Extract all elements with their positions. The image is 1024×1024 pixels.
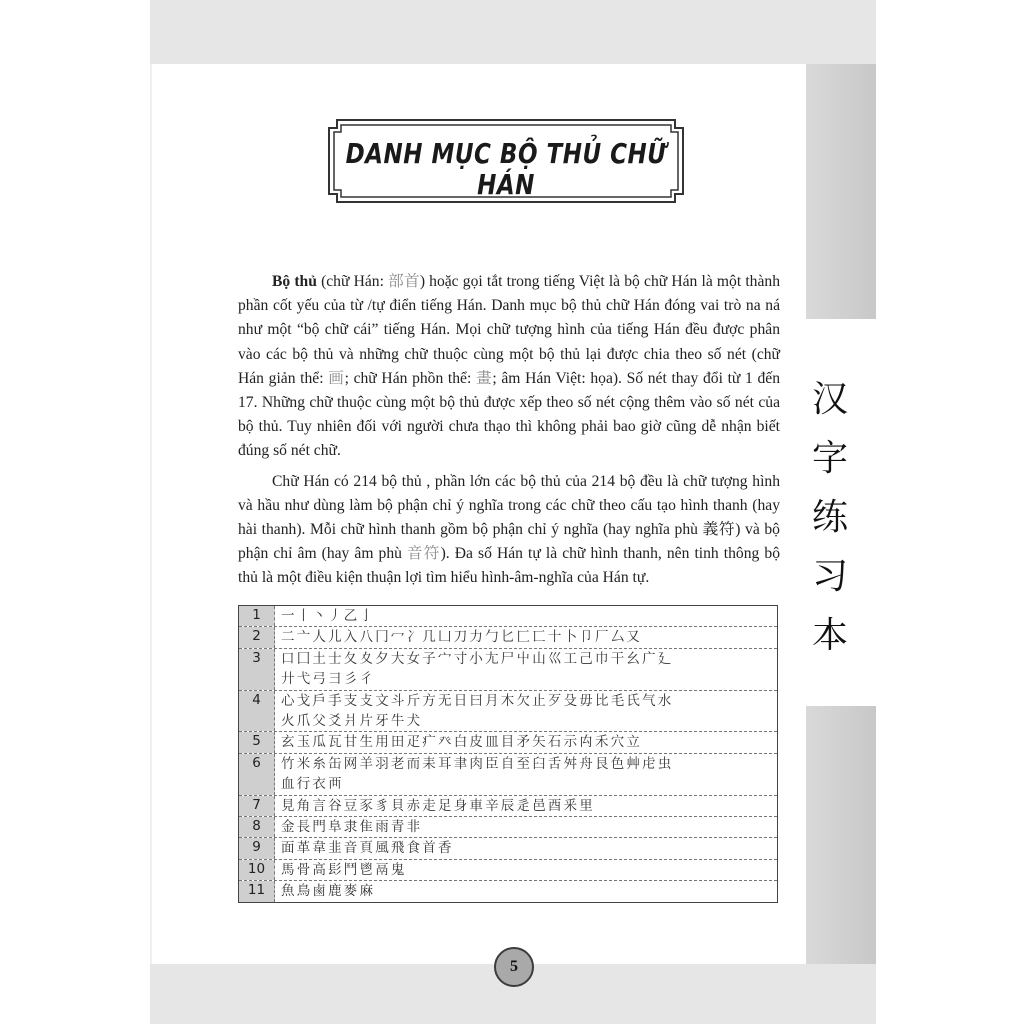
stroke-count: 5 xyxy=(239,732,275,752)
stroke-count: 3 xyxy=(239,649,275,690)
table-row xyxy=(239,753,777,795)
page-title: DANH MỤC BỘ THỦ CHỮ HÁN xyxy=(345,138,667,202)
term-bo-thu: Bộ thủ xyxy=(272,273,317,290)
p1-text-4: ; âm Hán Việt: họa). Số nét thay đổi từ 1 đến 17. Những chữ thuộc cùng một bộ thủ được xếp theo số nét cộng thêm vào số nét của bộ thủ. Tuy nhiên đối với người chưa thạo thì không phải bao giờ cũng dễ nhận biết đúng số nét chữ. xyxy=(238,369,781,460)
radical-line: 心戈戶手支攴文斗斤方无日曰月木欠止歹殳毋比毛氏气水 xyxy=(281,692,674,709)
vertical-char: 汉 xyxy=(811,379,848,420)
table-row xyxy=(239,816,777,837)
table-row xyxy=(239,795,777,816)
radical-list xyxy=(275,754,777,795)
intro-text xyxy=(238,270,780,591)
right-gray-tab-upper xyxy=(806,64,876,319)
page-number: 5 xyxy=(494,947,534,987)
radical-line: 火爪父爻爿片牙牛犬 xyxy=(281,713,423,730)
radical-line: 二亠人儿入八冂冖冫几凵刀力勹匕匚匸十卜卩厂厶又 xyxy=(281,629,643,646)
radical-list xyxy=(275,606,777,626)
top-gray-band xyxy=(150,0,876,64)
radical-line: 見角言谷豆豕豸貝赤走足身車辛辰辵邑酉釆里 xyxy=(281,797,595,814)
p1-glyph-3: 畫 xyxy=(475,369,493,387)
radical-list xyxy=(275,817,777,837)
radical-list xyxy=(275,627,777,647)
table-row xyxy=(239,837,777,858)
table-row xyxy=(239,880,777,901)
vertical-char: 本 xyxy=(811,615,848,656)
radical-line: 廾弋弓彐彡彳 xyxy=(281,671,376,688)
stroke-count: 8 xyxy=(239,817,275,837)
radical-table xyxy=(238,605,778,903)
radical-line: 玄玉瓜瓦甘生用田疋疒癶白皮皿目矛矢石示禸禾穴立 xyxy=(281,734,643,751)
right-gray-tab-lower xyxy=(806,706,876,964)
vertical-char: 字 xyxy=(811,438,848,479)
stroke-count: 7 xyxy=(239,796,275,816)
radical-line: 血行衣襾 xyxy=(281,776,344,793)
radical-list xyxy=(275,732,777,752)
vertical-char: 习 xyxy=(811,556,848,597)
p2-glyph-2: 音符 xyxy=(407,545,441,563)
stroke-count: 4 xyxy=(239,691,275,732)
vertical-chinese-title xyxy=(810,370,850,665)
p2-glyph-1: 義符 xyxy=(702,521,736,539)
radical-line: 一丨丶丿乙亅 xyxy=(281,608,376,624)
p1-text-1: (chữ Hán: xyxy=(316,273,389,290)
radical-line: 面革韋韭音頁風飛食首香 xyxy=(281,840,454,857)
table-row xyxy=(239,606,777,626)
radical-line: 馬骨高髟鬥鬯鬲鬼 xyxy=(281,861,407,878)
p1-text-2: ) hoặc gọi tắt trong tiếng Việt là bộ chữ Hán là một thành phần cốt yếu của từ /tự điển tiếng Hán. Danh mục bộ thủ chữ Hán đóng vai trò na ná như một “bộ chữ cái” tiếng Hán. Mọi chữ tượng hình của tiếng Hán đều được phân vào các bộ thủ và những chữ thuộc cùng một bộ thủ lại được chia theo số nét (chữ Hán giản thể: xyxy=(238,273,780,387)
radical-list xyxy=(275,838,777,858)
radical-line: 口囗土士夂夊夕大女子宀寸小尢尸屮山巛工己巾干幺广廴 xyxy=(281,650,674,667)
radical-list xyxy=(275,881,777,901)
vertical-char: 练 xyxy=(811,497,848,538)
title-frame xyxy=(327,118,685,204)
stroke-count: 11 xyxy=(239,881,275,901)
stroke-count: 6 xyxy=(239,754,275,795)
paragraph-1 xyxy=(238,270,780,464)
stroke-count: 1 xyxy=(239,606,275,626)
radical-list xyxy=(275,796,777,816)
table-row xyxy=(239,648,777,690)
p2-text-2: ) và bộ phận chỉ âm (hay âm phù xyxy=(238,521,780,563)
stroke-count: 10 xyxy=(239,860,275,880)
radical-list xyxy=(275,691,777,732)
table-row xyxy=(239,859,777,880)
radical-list xyxy=(275,860,777,880)
radical-line: 竹米糸缶网羊羽老而耒耳聿肉臣自至臼舌舛舟艮色艸虍虫 xyxy=(281,755,674,772)
table-row xyxy=(239,731,777,752)
radical-line: 魚鳥鹵鹿麥麻 xyxy=(281,883,376,900)
p1-text-3: ; chữ Hán phồn thể: xyxy=(344,369,476,387)
page-edge xyxy=(150,64,152,964)
radical-list xyxy=(275,649,777,690)
radical-line: 金長門阜隶隹雨青非 xyxy=(281,819,423,836)
p2-text-3: ). Đa số Hán tự là chữ hình thanh, nên tinh thông bộ thủ là một điều kiện thuận lợi tìm hiểu hình-âm-nghĩa của Hán tự. xyxy=(238,545,780,587)
p2-text-1: Chữ Hán có 214 bộ thủ , phần lớn các bộ thủ của 214 bộ đều là chữ tượng hình và hầu như dùng làm bộ phận chỉ ý nghĩa trong các chữ theo cấu tạo hình thanh (hay hài thanh). Mỗi chữ hình thanh gồm bộ phận chỉ ý nghĩa (hay nghĩa phù xyxy=(238,472,780,539)
stroke-count: 2 xyxy=(239,627,275,647)
p1-glyph-2: 画 xyxy=(328,369,345,387)
table-row xyxy=(239,690,777,732)
p1-glyph-1: 部首 xyxy=(388,273,420,290)
paragraph-2 xyxy=(238,470,780,591)
table-row xyxy=(239,626,777,647)
stroke-count: 9 xyxy=(239,838,275,858)
